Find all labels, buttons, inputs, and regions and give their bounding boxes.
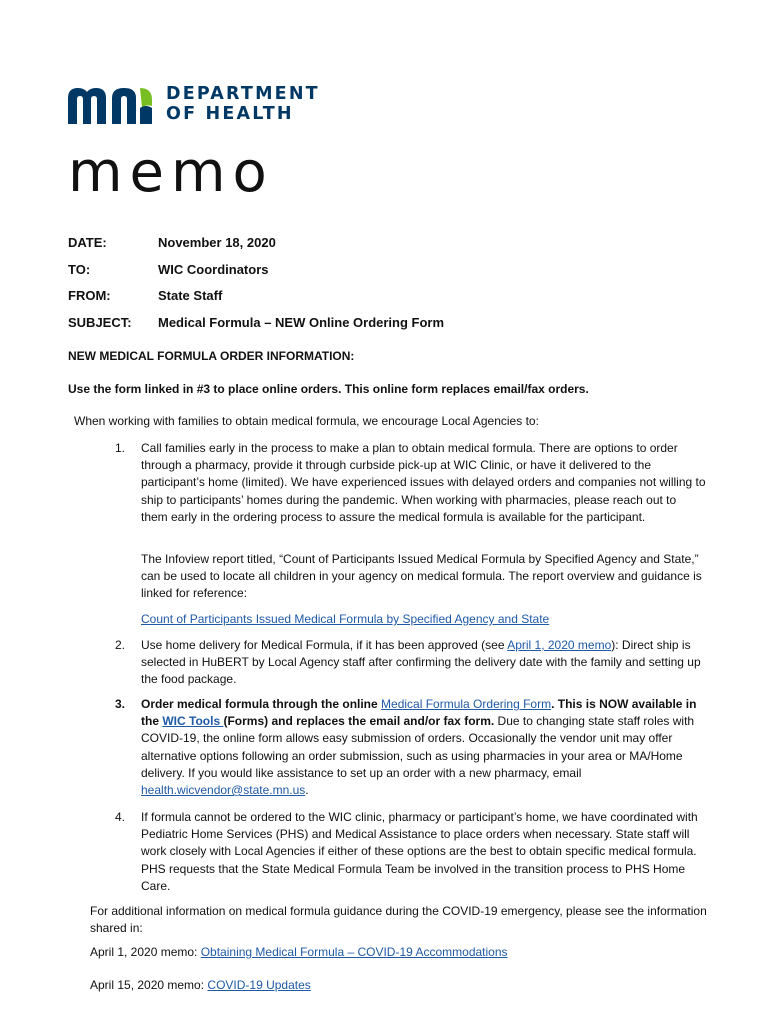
item-3-part-e: . xyxy=(305,783,309,798)
item-3-part-c: (Forms) and replaces the email and/or fax form. xyxy=(223,714,495,729)
date-label: DATE: xyxy=(68,235,107,250)
date-value: November 18, 2020 xyxy=(158,235,276,250)
intro-text: When working with families to obtain medical formula, we encourage Local Agencies to: xyxy=(74,414,539,428)
mn-logo-mark xyxy=(68,84,160,130)
item-2-part-b: ): Direct ship is selected in HuBERT by Local Agency staff after confirming the delivery date with the family and setting up the food package. xyxy=(141,638,701,687)
april-1-memo-link[interactable]: April 1, 2020 memo xyxy=(507,638,612,652)
logo-line-2: OF HEALTH xyxy=(166,104,294,124)
item-4-text: If formula cannot be ordered to the WIC clinic, pharmacy or participant’s home, we have coordinated with Pediatric Home Services (PHS) and Medical Assistance to place orders when necessary. State staff will work closely with Local Agencies if either of these options are the best to obtain specific medical formula. PHS requests that the State Medical Formula Team be involved in the transition process to PHS Home Care. xyxy=(141,810,698,893)
from-label: FROM: xyxy=(68,288,111,303)
memo-title: memo xyxy=(68,140,274,205)
item-2-text xyxy=(141,637,706,689)
item-2-part-a: Use home delivery for Medical Formula, if it has been approved (see xyxy=(141,638,508,652)
reference-2 xyxy=(90,977,311,994)
item-1-text: Call families early in the process to make a plan to obtain medical formula. There are options to order through a pharmacy, provide it through curbside pick-up at WIC Clinic, or have it delivered to the participant’s home (limited). We have experienced issues with delayed orders and companies not willing to ship to participants’ homes during the pandemic. When working with pharmacies, please reach out to them early in the ordering process to assure the medical formula is available for the participant. xyxy=(141,441,706,524)
item-3-text xyxy=(141,696,706,799)
covid-19-updates-link[interactable]: COVID-19 Updates xyxy=(207,978,311,992)
instruction-text: Use the form linked in #3 to place online orders. This online form replaces email/fax orders. xyxy=(68,382,589,396)
wic-tools-link[interactable]: WIC Tools xyxy=(162,714,224,729)
wicvendor-email-link[interactable]: health.wicvendor@state.mn.us xyxy=(141,783,306,798)
reference-1 xyxy=(90,944,508,961)
item-1-infoview: The Infoview report titled, “Count of Participants Issued Medical Formula by Specified Agency and State,” can be used to locate all children in your agency on medical formula. The report overview and guidance is linked for reference: xyxy=(141,552,702,601)
logo-text xyxy=(166,84,320,124)
item-3-number: 3. xyxy=(115,697,126,711)
item-1-number: 1. xyxy=(115,441,126,455)
count-report-link[interactable]: Count of Participants Issued Medical Formula by Specified Agency and State xyxy=(141,612,550,626)
item-4-number: 4. xyxy=(115,810,126,824)
subject-value: Medical Formula – NEW Online Ordering Form xyxy=(158,315,445,330)
obtaining-medical-formula-link[interactable]: Obtaining Medical Formula – COVID-19 Accommodations xyxy=(200,945,508,959)
subject-label: SUBJECT: xyxy=(68,315,132,330)
from-value: State Staff xyxy=(158,288,223,303)
to-label: TO: xyxy=(68,262,91,277)
item-3-part-b: . This is NOW available in the xyxy=(141,697,697,729)
additional-info: For additional information on medical formula guidance during the COVID-19 emergency, please see the information shared in: xyxy=(90,904,707,935)
reference-2-prefix: April 15, 2020 memo: xyxy=(90,978,208,992)
mdh-logo xyxy=(68,84,328,130)
reference-1-prefix: April 1, 2020 memo: xyxy=(90,945,201,959)
item-1-link-row xyxy=(141,611,706,628)
to-value: WIC Coordinators xyxy=(158,262,269,277)
item-3-part-d: Due to changing state staff roles with COVID-19, the online form allows easy submission of orders. Occasionally the vendor unit may offer alternative options following an order submission, such as using pharmacies in your area or MA/Home delivery. If you would like assistance to set up an order with a new pharmacy, email xyxy=(141,714,695,780)
medical-formula-ordering-form-link[interactable]: Medical Formula Ordering Form xyxy=(381,697,552,711)
item-3-part-a: Order medical formula through the online xyxy=(141,697,382,711)
item-2-number: 2. xyxy=(115,638,126,652)
section-heading: NEW MEDICAL FORMULA ORDER INFORMATION: xyxy=(68,349,355,363)
logo-line-1: DEPARTMENT xyxy=(166,84,320,104)
